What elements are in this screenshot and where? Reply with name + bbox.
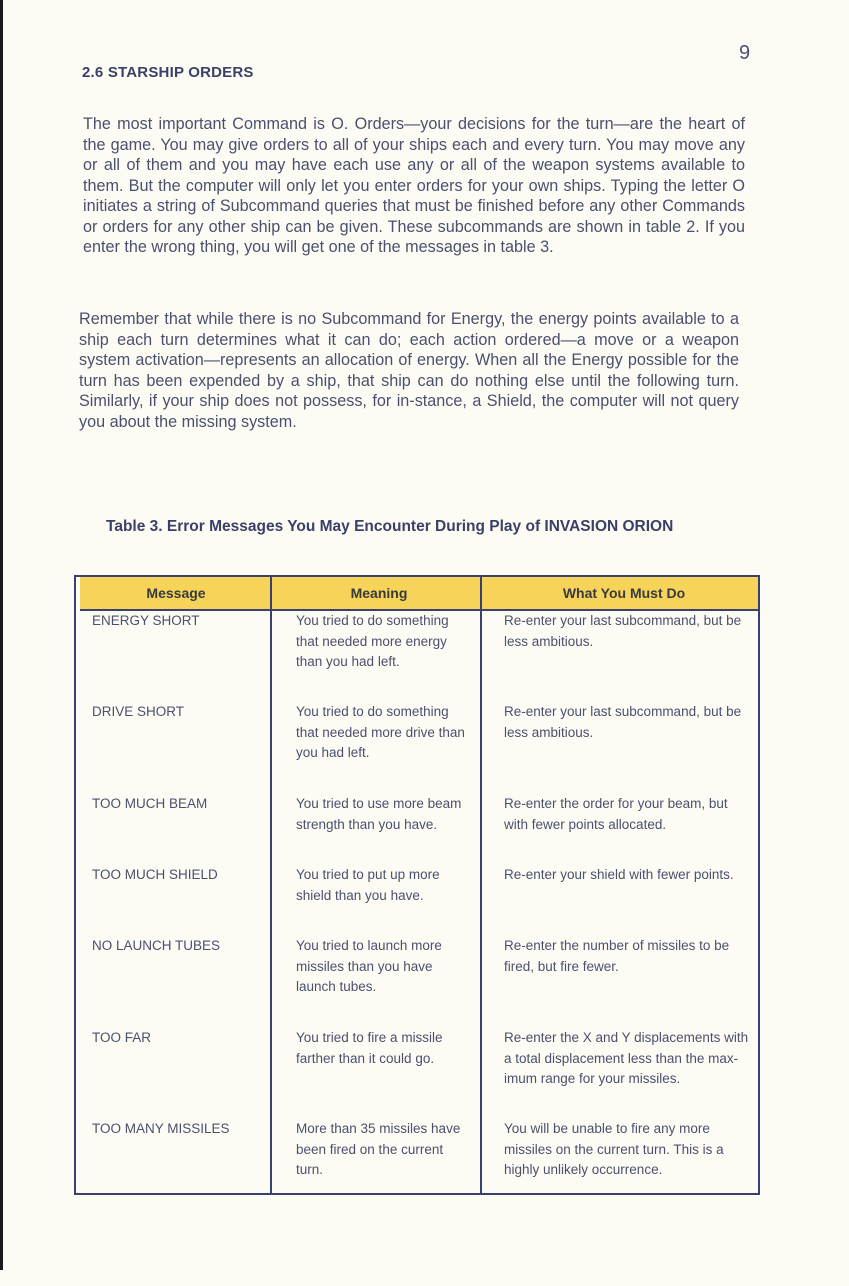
action-cell: Re-enter your shield with fewer points. [504,867,734,882]
action-cell: Re-enter the X and Y displacements with a total displacement less than the max-imum range for your missiles. [504,1030,749,1087]
paragraph-orders: The most important Command is O. Orders—your decisions for the turn—are the heart of the game. You may give orders to all of your ships each and every turn. You may move any or all of them and you may have each use any or all of the weapon systems available to them. But the computer will only let you enter orders for your own ships. Typing the letter O initiates a string of Subcommand queries that must be finished before any other Commands or orders for any other ship can be given. These subcommands are shown in table 2. If you enter the wrong thing, you will get one of the messages in table 3. [83,115,745,256]
column-header-meaning: Meaning [350,585,408,601]
meaning-cell: More than 35 missiles have been fired on the current turn. [296,1121,461,1178]
meaning-cell: You tried to put up more shield than you have. [296,867,440,903]
page-edge [0,0,3,1270]
meaning-cell: You tried to launch more missiles than you have launch tubes. [296,938,442,995]
message-cell: DRIVE SHORT [92,704,185,719]
action-cell: Re-enter your last subcommand, but be less ambitious. [504,613,742,649]
meaning-cell: You tried to do something that needed more drive than you had left. [296,704,465,761]
action-cell: You will be unable to fire any more missiles on the current turn. This is a highly unlikely occurrence. [504,1121,724,1178]
paragraph-energy: Remember that while there is no Subcommand for Energy, the energy points available to a ship each turn determines what it can do; each action ordered—a move or a weapon system activation—represents an allocation of energy. When all the Energy possible for the turn has been expended by a ship, that ship can do nothing else until the following turn. Similarly, if your ship does not possess, for in-stance, a Shield, the computer will not query you about the missing system. [79,310,739,431]
message-cell: TOO MUCH BEAM [92,796,208,811]
message-cell: NO LAUNCH TUBES [92,938,221,953]
column-header-message: Message [146,585,206,601]
section-title: 2.6 STARSHIP ORDERS [82,64,254,81]
meaning-cell: You tried to do something that needed more energy than you had left. [296,613,449,670]
table-caption: Table 3. Error Messages You May Encounter During Play of INVASION ORION [106,518,674,535]
table-header [80,577,758,611]
message-cell: ENERGY SHORT [92,613,200,628]
action-cell: Re-enter the order for your beam, but with fewer points allocated. [504,796,728,832]
action-cell: Re-enter the number of missiles to be fired, but fire fewer. [504,938,730,974]
meaning-cell: You tried to fire a missile farther than it could go. [296,1030,443,1066]
page-number: 9 [739,42,751,64]
column-divider [480,577,482,1193]
message-cell: TOO MANY MISSILES [92,1121,230,1136]
column-header-action: What You Must Do [562,585,686,601]
column-divider [270,577,272,1193]
meaning-cell: You tried to use more beam strength than you have. [296,796,462,832]
action-cell: Re-enter your last subcommand, but be less ambitious. [504,704,742,740]
error-messages-table [74,575,760,1195]
message-cell: TOO MUCH SHIELD [92,867,218,882]
message-cell: TOO FAR [92,1030,152,1045]
